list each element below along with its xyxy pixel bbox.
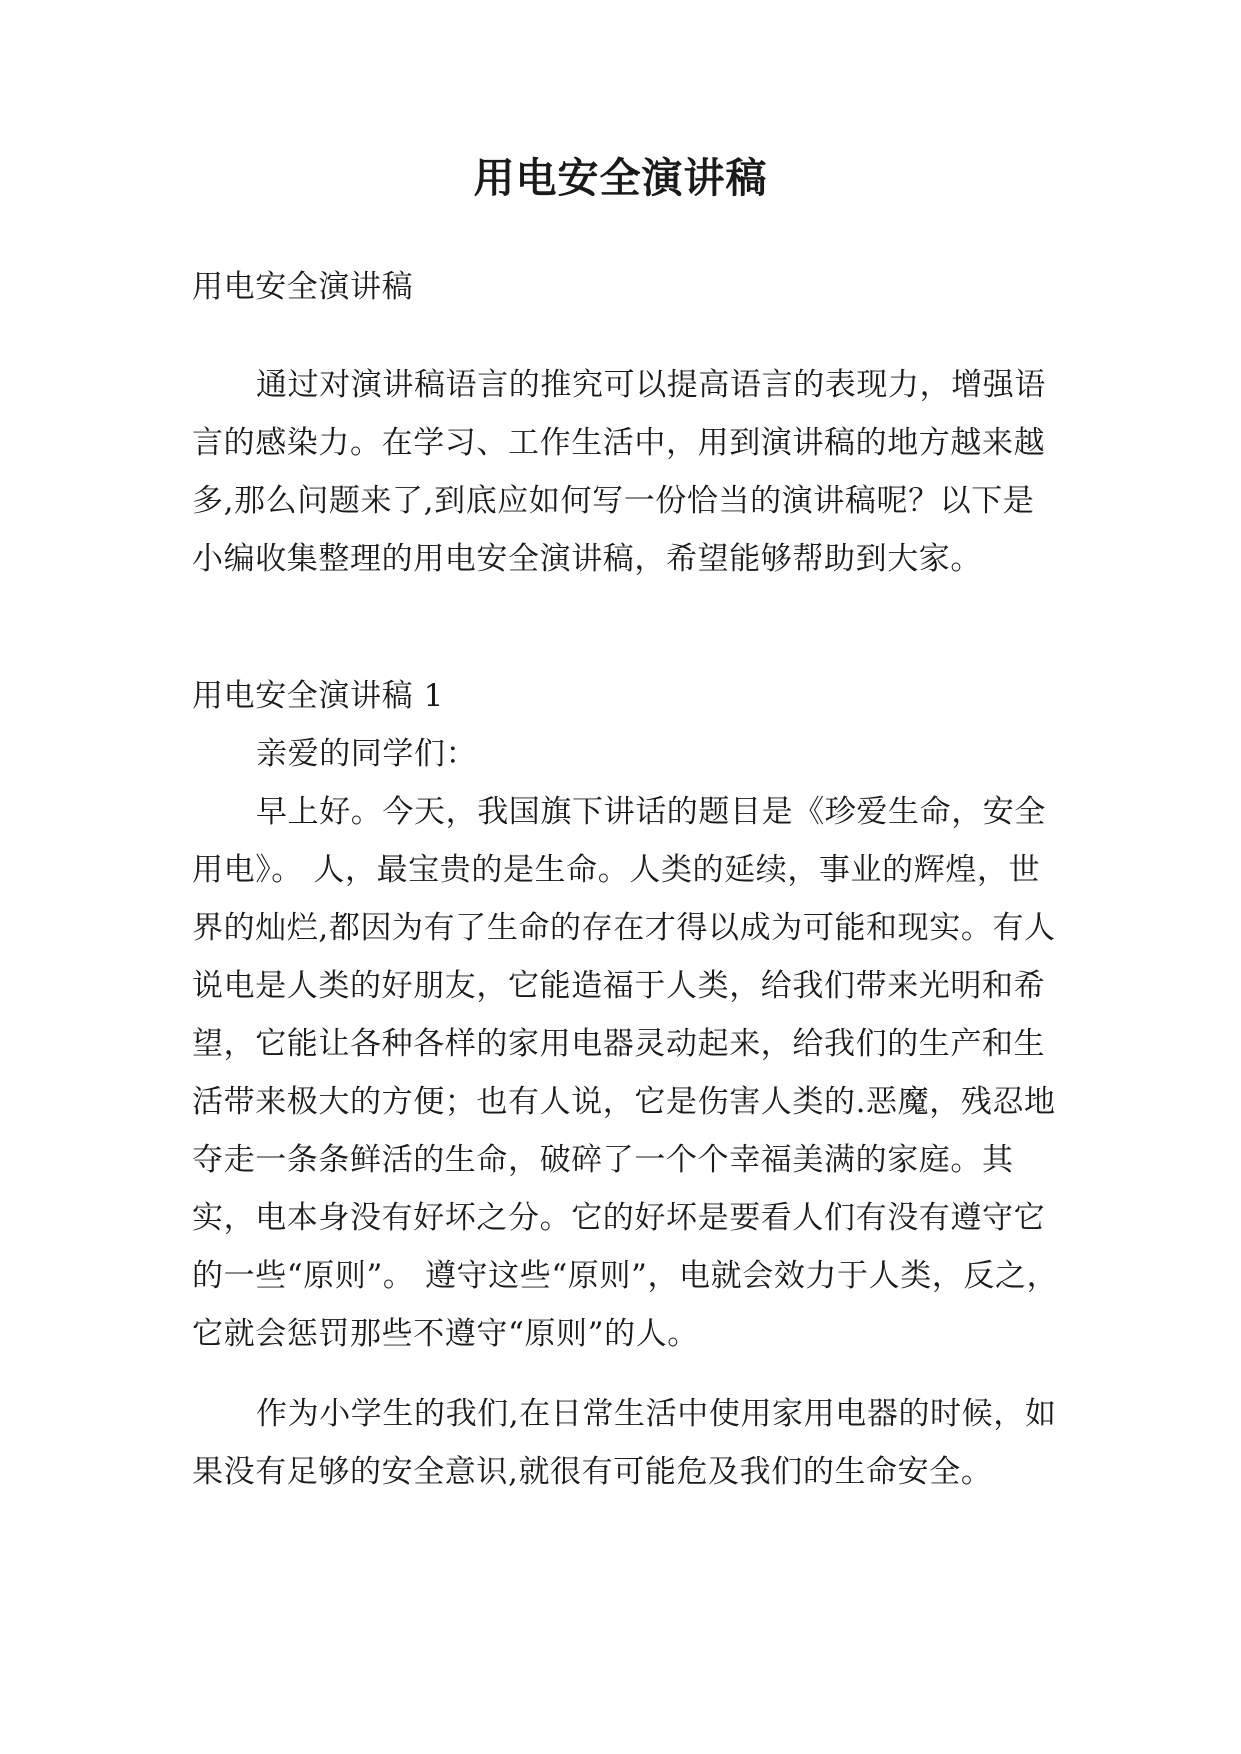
document-subtitle: 用电安全演讲稿 [192,269,414,305]
intro-paragraph: 通过对演讲稿语言的推究可以提高语言的表现力，增强语言的感染力。在学习、工作生活中，用到演讲稿的地方越来越多,那么问题来了,到底应如何写一份恰当的演讲稿呢？以下是小编收集整理的用电安全演讲稿，希望能够帮助到大家。 [192,367,1046,577]
body-paragraph-2: 作为小学生的我们,在日常生活中使用家用电器的时候，如果没有足够的安全意识,就很有可能危及我们的生命安全。 [192,1396,1057,1490]
document-title: 用电安全演讲稿 [473,154,768,202]
section-heading: 用电安全演讲稿 1 [192,678,444,714]
body-paragraph-1: 早上好。今天，我国旗下讲话的题目是《珍爱生命，安全用电》。 人，最宝贵的是生命。人类的延续，事业的辉煌，世界的灿烂,都因为有了生命的存在才得以成为可能和现实。有人说电是人类的好朋友，它能造福于人类，给我们带来光明和希望，它能让各种各样的家用电器灵动起来，给我们的生产和生活带来极大的方便；也有人说，它是伤害人类的.恶魔，残忍地夺走一条条鲜活的生命，破碎了一个个幸福美满的家庭。其实，电本身没有好坏之分。它的好坏是要看人们有没有遵守它的一些“原则”。 遵守这些“原则”，电就会效力于人类，反之，它就会惩罚那些不遵守“原则”的人。 [192,794,1059,1352]
greeting-line: 亲爱的同学们： [256,736,478,772]
